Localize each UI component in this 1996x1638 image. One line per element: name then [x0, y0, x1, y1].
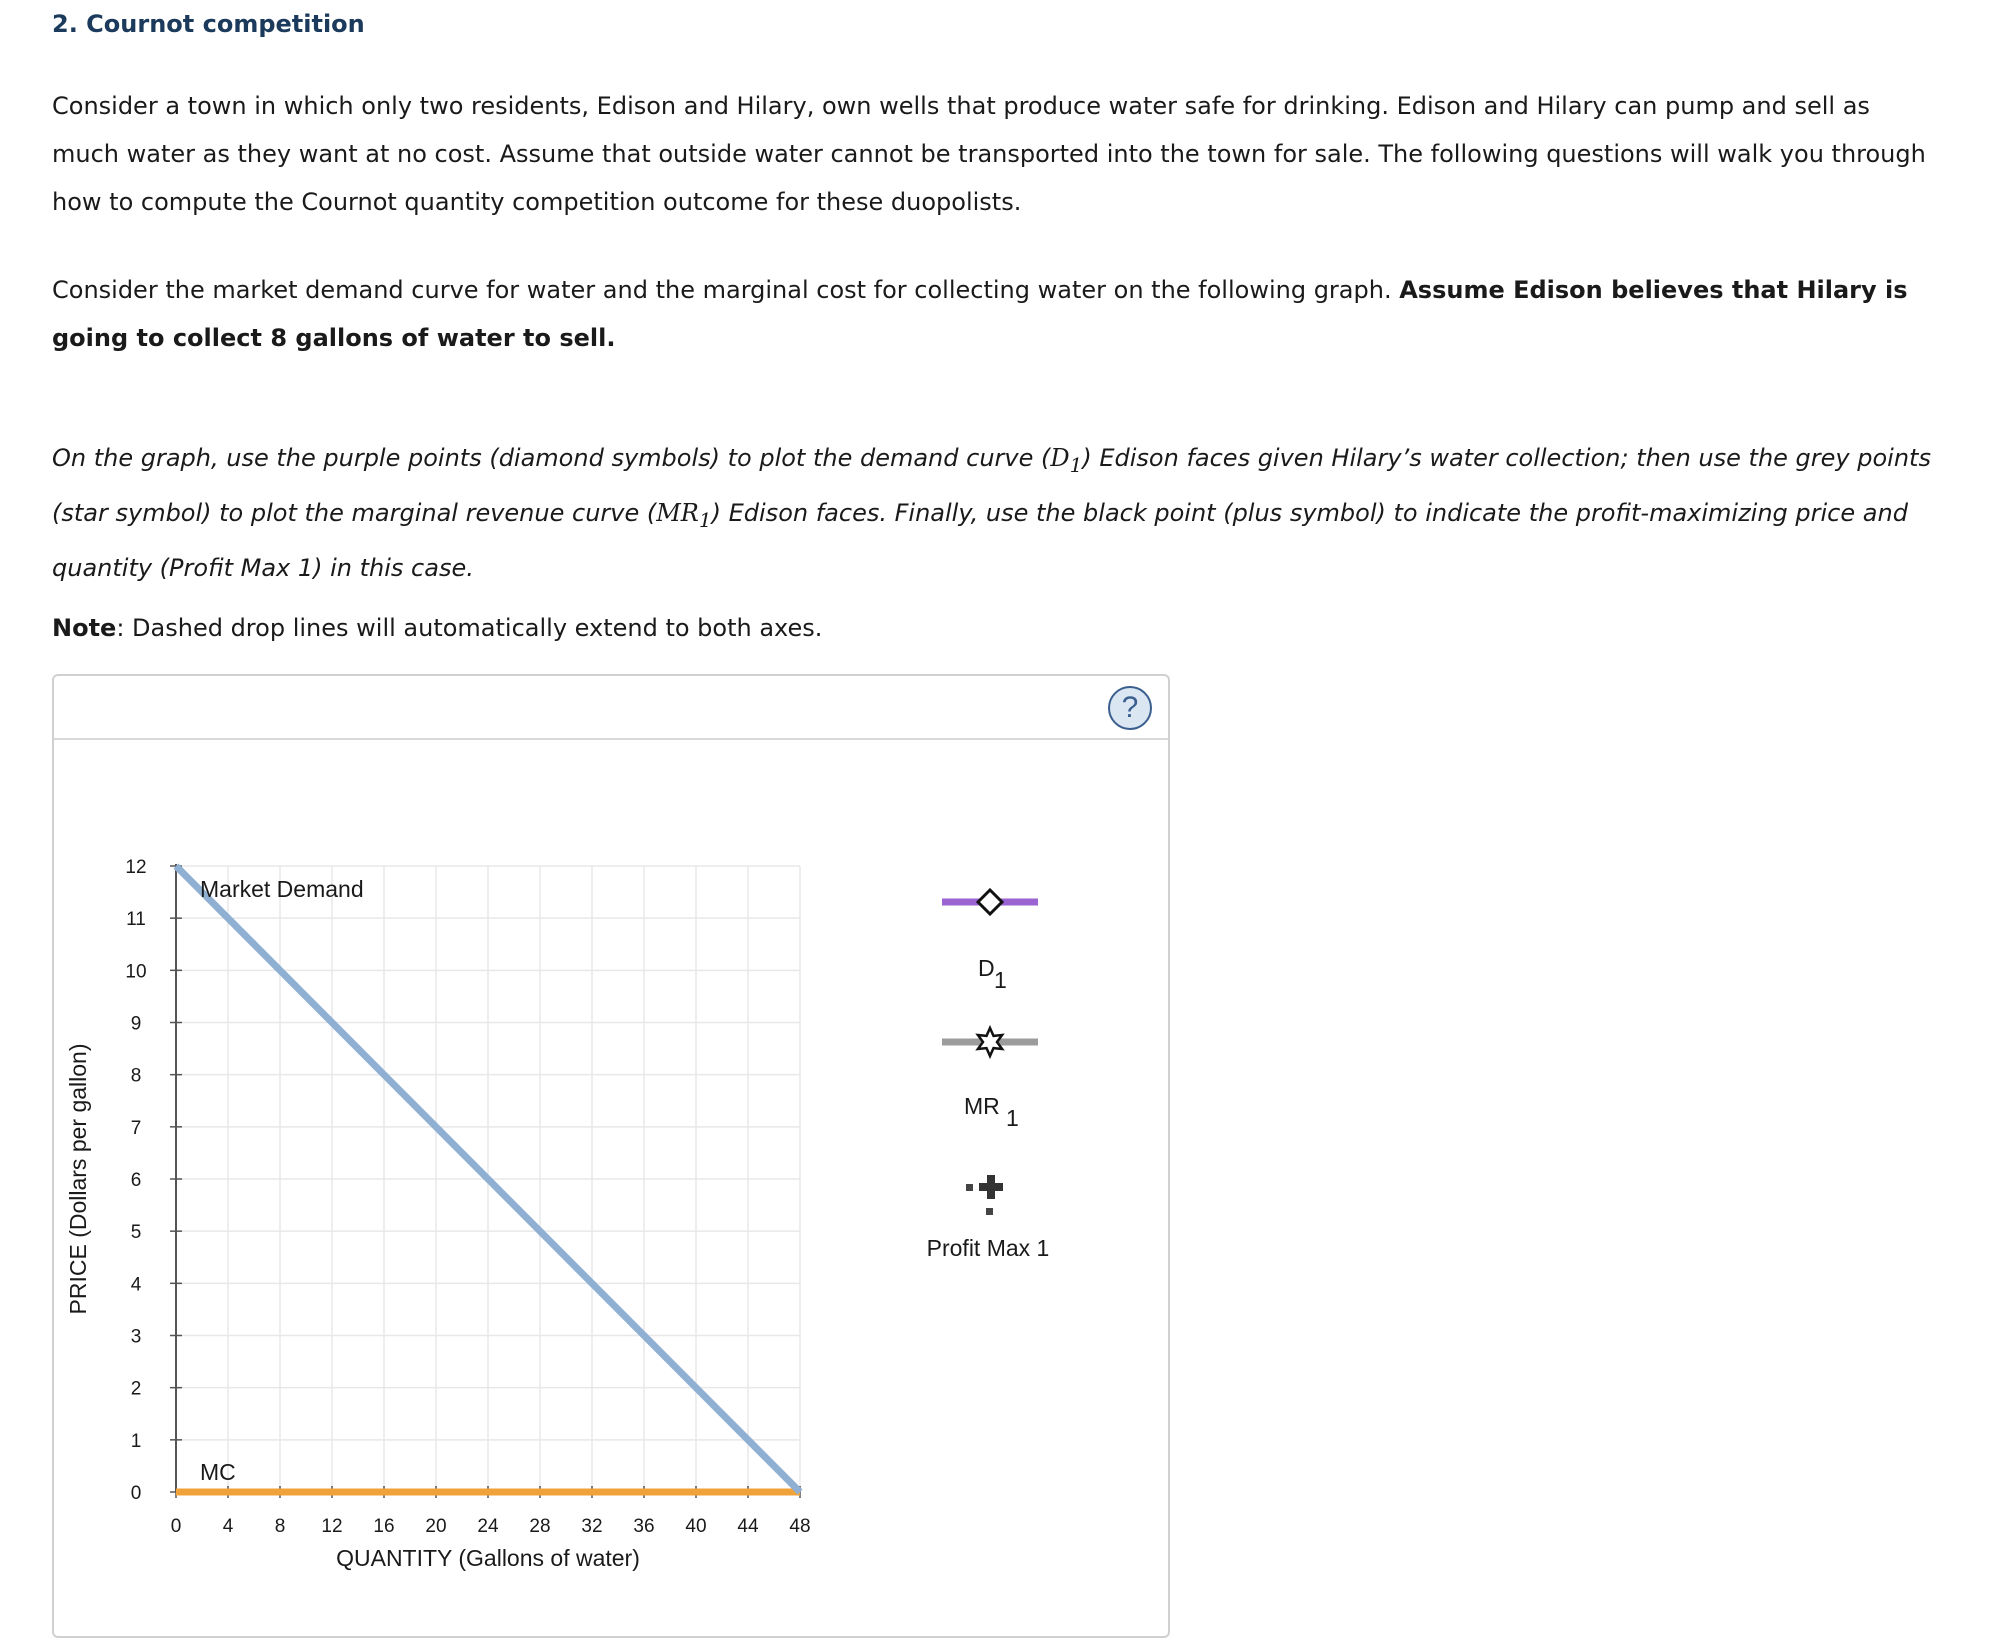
- note-label: Note: [52, 614, 117, 642]
- x-tick-label: 0: [170, 1516, 182, 1537]
- graph-canvas[interactable]: [54, 676, 1168, 1606]
- assumption-bold-text: Assume Edison believes that Hilary is going to collect 8 gallons of water to sell.: [52, 276, 1908, 352]
- mr1-legend-subscript: 1: [1006, 1105, 1019, 1131]
- x-tick-label: 8: [274, 1516, 286, 1537]
- instructions-part-3: ) Edison faces. Finally, use the black point (plus symbol) to indicate the profit-maximizing price and quantity (Profit Max 1) in this case.: [52, 498, 1908, 582]
- y-tick-label: 6: [130, 1170, 142, 1191]
- diamond-icon[interactable]: [978, 890, 1002, 914]
- y-tick-label: 1: [130, 1430, 142, 1452]
- y-axis-label: PRICE (Dollars per gallon): [65, 1043, 91, 1315]
- market-demand-label: Market Demand: [200, 876, 364, 902]
- x-tick-label: 40: [685, 1516, 707, 1537]
- help-icon: ?: [1121, 691, 1139, 724]
- y-tick-label: 9: [130, 1013, 142, 1035]
- d1-subscript: 1: [1069, 452, 1083, 477]
- graph-panel: [52, 674, 1170, 1638]
- x-tick-label: 12: [321, 1516, 343, 1537]
- note-paragraph: [52, 604, 1932, 652]
- assumption-text: Consider the market demand curve for water and the marginal cost for collecting water on the following graph.: [52, 276, 1400, 304]
- instructions-part-2: ) Edison faces given Hilary’s water collection; then use the grey points (star symbol) to plot the marginal revenue curve (: [52, 444, 1931, 527]
- y-tick-label: 11: [126, 909, 146, 931]
- plus-icon[interactable]: [979, 1175, 1003, 1199]
- x-tick-label: 32: [581, 1516, 603, 1537]
- mr1-math: [656, 498, 712, 532]
- star-icon[interactable]: [978, 1028, 1002, 1056]
- x-tick-label: 28: [529, 1516, 551, 1537]
- y-tick-label: 3: [130, 1326, 142, 1348]
- intro-paragraph: Consider a town in which only two residents, Edison and Hilary, own wells that produce water safe for drinking. Edison and Hilary can pump and sell as much water as they want at no cost. Assume that outside water cannot be transported into the town for sale. The following questions will walk you through how to compute the Cournot quantity competition outcome for these duopolists.: [52, 92, 1926, 216]
- y-tick-label: 2: [130, 1378, 142, 1400]
- mr1-legend-label: MR: [964, 1093, 1000, 1119]
- mc-label: MC: [200, 1459, 236, 1485]
- d1-legend-label: D: [978, 955, 995, 981]
- profit-max-dash-bottom: [986, 1208, 993, 1215]
- profit-max-dash-left: [966, 1184, 973, 1191]
- profit-max-legend-label: Profit Max 1: [926, 1235, 1050, 1261]
- x-axis-label: QUANTITY (Gallons of water): [336, 1545, 640, 1571]
- page-title: 2. Cournot competition: [52, 10, 365, 38]
- mr1-subscript: 1: [698, 507, 712, 532]
- y-tick-label: 4: [130, 1274, 142, 1296]
- mr1-symbol: MR: [656, 498, 699, 527]
- y-tick-label: 8: [130, 1065, 142, 1087]
- y-tick-label: 10: [125, 961, 147, 983]
- x-tick-label: 24: [477, 1516, 499, 1537]
- x-tick-label: 20: [425, 1516, 447, 1537]
- y-tick-label: 12: [125, 857, 147, 878]
- assumption-paragraph: [52, 266, 1932, 362]
- x-tick-label: 44: [737, 1516, 759, 1537]
- d1-symbol: D: [1050, 444, 1070, 472]
- instructions-part-1: On the graph, use the purple points (diamond symbols) to plot the demand curve (: [52, 444, 1051, 472]
- d1-legend-subscript: 1: [994, 967, 1007, 993]
- instructions-paragraph: [52, 434, 1932, 592]
- y-tick-label: 7: [130, 1117, 142, 1139]
- note-text: : Dashed drop lines will automatically extend to both axes.: [116, 614, 823, 642]
- x-tick-label: 48: [789, 1516, 811, 1537]
- y-tick-label: 5: [130, 1222, 142, 1244]
- y-tick-label: 0: [130, 1483, 142, 1504]
- x-tick-label: 36: [633, 1516, 655, 1537]
- x-tick-label: 16: [373, 1516, 395, 1537]
- d1-math: [1050, 444, 1083, 477]
- x-tick-label: 4: [222, 1516, 234, 1537]
